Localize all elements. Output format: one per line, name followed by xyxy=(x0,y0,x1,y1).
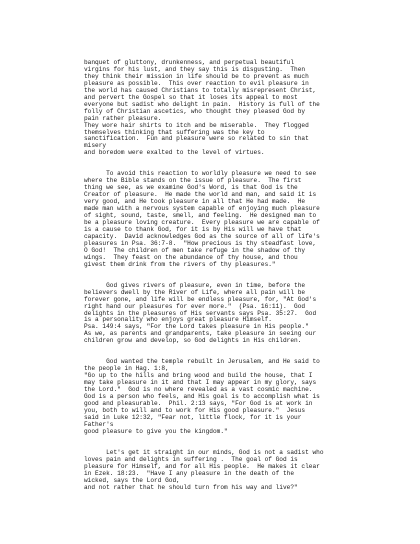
text-line: banquet of gluttony, drunkenness, and perpetual beautiful xyxy=(84,59,295,66)
text-line: pleasures in Psa. 36:7-8. "How precious is thy steadfast love, xyxy=(84,239,317,247)
text-line: themselves thinking that suffering was the key to xyxy=(84,128,265,136)
text-line: thing we see, as we examine God's Word, is that God is the xyxy=(84,184,298,192)
text-line: wicked, says the Lord God, xyxy=(84,476,180,484)
text-line: believers dwell by the River of Life, where all pain will be xyxy=(84,288,306,296)
text-line: Let's get it straight in our minds, God is not a sadist who xyxy=(84,448,324,456)
text-line: They wore hair shirts to itch and be miserable. They flogged xyxy=(84,121,309,129)
text-line: everyone but sadist who delight in pain. History is full of the xyxy=(84,100,320,108)
text-line: and boredom were exalted to the level of virtues. xyxy=(84,149,265,157)
text-line: O God! The children of men take refuge in the shadow of thy xyxy=(84,246,306,254)
text-line: right hand our pleasures for ever more." (Psa. 16:11). God xyxy=(84,302,306,310)
text-line: good and pleasurable. Phil. 2:13 says, "For God is at work in xyxy=(84,399,313,407)
text-line: of sight, sound, taste, smell, and feeling. He designed man to xyxy=(84,212,317,220)
text-line: givest them drink from the rivers of thy pleasures." xyxy=(84,260,276,268)
document-body xyxy=(84,60,404,491)
text-line: folly of Christian ascetics, who thought they pleased God by xyxy=(84,107,306,115)
text-line: pleasure as possible. This over reaction to evil pleasure in xyxy=(84,79,309,87)
text-line: where the Bible stands on the issue of pleasure. The first xyxy=(84,177,302,185)
text-line: they think their mission in life should be to prevent as much xyxy=(84,72,309,80)
text-line: may take pleasure in it and that I may appear in my glory, says xyxy=(84,379,317,387)
text-line: As we, as parents and grandparents, take pleasure in seeing our xyxy=(84,330,317,338)
text-line: the people in Hag. 1:8, xyxy=(84,365,169,373)
paragraph xyxy=(84,450,404,492)
text-line: pleasure for Himself, and for all His people. He makes it clear xyxy=(84,462,320,470)
text-line: in Ezek. 18:23. "Have I any pleasure in the death of the xyxy=(84,469,295,477)
text-line: delights in the pleasures of His servants says Psa. 35:27. God xyxy=(84,309,317,317)
text-line: is a personality who enjoys great pleasure Himself. xyxy=(84,316,272,324)
paragraph xyxy=(84,359,404,435)
text-line: capacity. David acknowledges God as the source of all of life's xyxy=(84,232,320,240)
text-line: be a pleasure loving creature. Every pleasure we are capable of xyxy=(84,219,320,227)
text-line: "Go up to the hills and bring wood and build the house, that I xyxy=(84,372,313,380)
paragraph-gap xyxy=(84,345,404,359)
text-line: God gives rivers of pleasure, even in time, before the xyxy=(84,281,306,289)
text-line: very good, and He took pleasure in all that He had made. He xyxy=(84,198,306,206)
paragraph-gap xyxy=(84,269,404,283)
text-line: Father's xyxy=(84,420,114,428)
text-line: wings. They feast on the abundance of thy house, and thou xyxy=(84,253,298,261)
paragraph-gap xyxy=(84,436,404,450)
text-line: forever gone, and life will be endless pleasure, for, "At God's xyxy=(84,295,317,303)
text-line: and not rather that he should turn from his way and live?" xyxy=(84,483,298,491)
text-line: good pleasure to give you the kingdom." xyxy=(84,427,228,435)
text-line: loves pain and delights in suffering . The goal of God is xyxy=(84,455,298,463)
text-line: the Lord." God is no where revealed as a vast cosmic machine. xyxy=(84,386,313,394)
text-line: pain rather pleasure. xyxy=(84,114,162,122)
paragraph xyxy=(84,171,404,268)
paragraph xyxy=(84,283,404,346)
text-line: children grow and develop, so God delights in His children. xyxy=(84,337,302,345)
text-line: and pervert the Gospel so that it loses its appeal to most xyxy=(84,93,298,101)
text-line: To avoid this reaction to worldly pleasure we need to see xyxy=(84,170,317,178)
text-line: sanctification. Fun and pleasure were so related to sin that xyxy=(84,135,309,143)
paragraph-gap xyxy=(84,157,404,171)
text-line: God wanted the temple rebuilt in Jerusalem, and He said to xyxy=(84,358,320,366)
text-line: said in Luke 12:32, "Fear not, little flock, for it is your xyxy=(84,413,302,421)
text-line: is a cause to thank God, for it is by His will we have that xyxy=(84,225,302,233)
text-line: Creator of pleasure. He made the world and man, and said it is xyxy=(84,191,317,199)
text-line: misery xyxy=(84,142,107,150)
paragraph xyxy=(84,60,404,157)
text-line: made man with a nervous system capable of enjoying much pleasure xyxy=(84,205,320,213)
text-line: virgins for his lust, and they say this is disgusting. Then xyxy=(84,65,306,73)
text-line: God is a person who feels, and His goal is to accomplish what is xyxy=(84,393,320,401)
text-line: Psa. 149:4 says, "For the Lord takes pleasure in His people." xyxy=(84,323,309,331)
text-line: you, both to will and to work for His good pleasure." Jesus xyxy=(84,406,306,414)
text-line: the world has caused Christians to totally misrepresent Christ, xyxy=(84,86,317,94)
